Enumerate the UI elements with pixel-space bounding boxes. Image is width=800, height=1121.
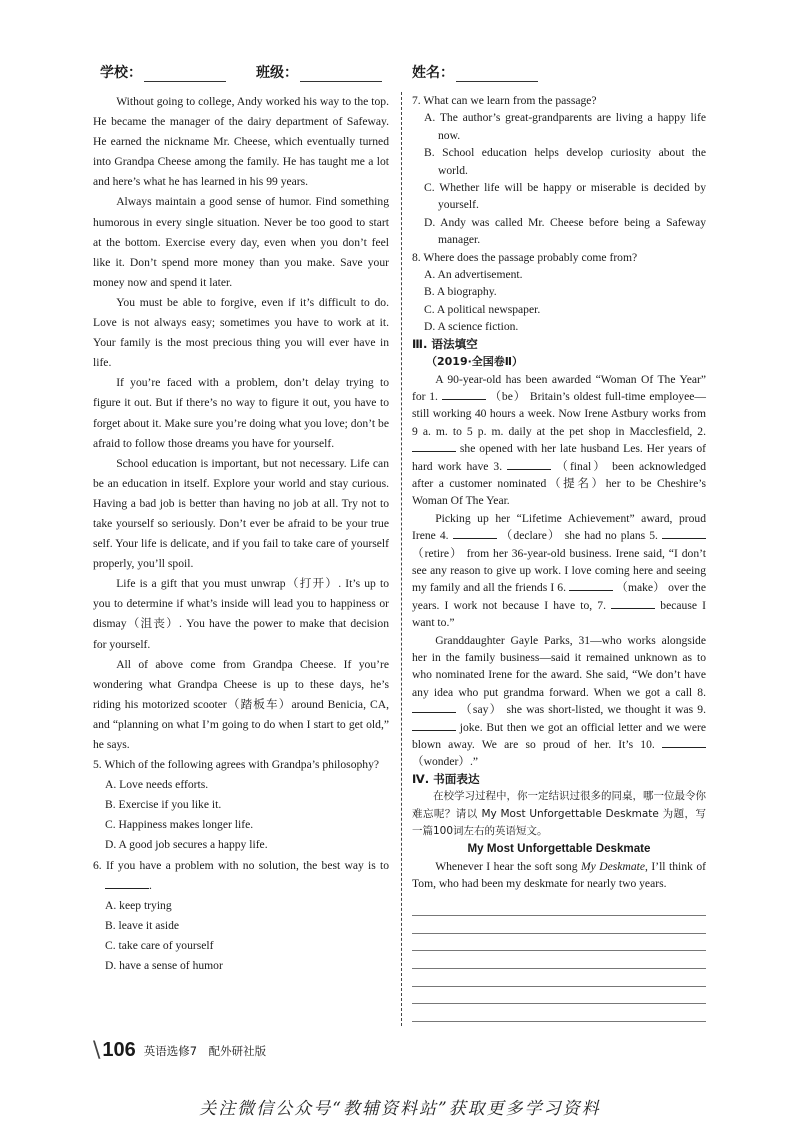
answer-blank[interactable]	[662, 736, 706, 748]
writing-prompt: 在校学习过程中，你一定结识过很多的同桌，哪一位最令你难忘呢？请以 My Most Unforgettable Deskmate 为题，写一篇100词左右的英语短文。	[412, 790, 706, 838]
q6-option: D. have a sense of humor	[105, 959, 223, 973]
q6-text: 6. If you have a problem with no solution, the best way is to	[93, 858, 389, 872]
cloze-paragraph	[412, 632, 706, 771]
essay-opening	[412, 858, 706, 893]
cloze-text: she opened with her late husband Les. Her years of hard work have 3.	[412, 442, 706, 473]
q6-option: C. take care of yourself	[105, 938, 214, 952]
passage-paragraph: You must be able to forgive, even if it’s difficult to do. Love is not always easy; sometimes you have to work at it. Your family is the most precious thing you will ever have in life.	[93, 295, 389, 370]
passage-paragraph: Life is a gift that you must unwrap（打开）. It’s up to you to determine if what’s inside will lead you to happiness or dismay（沮丧）. You have the power to make that decision for yourself.	[93, 577, 389, 651]
answer-blank[interactable]	[662, 527, 706, 539]
cloze-text: （make） over the years. I work not because I have to, 7.	[412, 581, 706, 612]
promo-banner: 关注微信公众号“教辅资料站”获取更多学习资料	[199, 1099, 601, 1119]
question-6	[93, 856, 389, 896]
school-field	[100, 62, 226, 82]
answer-blank[interactable]	[611, 597, 655, 609]
answer-blank[interactable]	[442, 388, 486, 400]
essay-text: , I’ll think of Tom, who had been my deskmate for nearly two years.	[412, 859, 706, 891]
essay-text: Whenever I hear the soft song	[435, 859, 578, 873]
q7-option: C. Whether life will be happy or miserable is decided by yourself.	[424, 181, 706, 212]
passage-paragraph: If you’re faced with a problem, don’t delay trying to figure it out. But if there’s no way to figure it out, you have to forget about it. Make sure you’re doing what you love; don’t be afraid to follow those dreams you have for yourself.	[93, 376, 389, 450]
writing-line[interactable]	[412, 899, 706, 917]
q5-option: C. Happiness makes longer life.	[105, 818, 254, 832]
section-4-title: Ⅳ. 书面表达	[412, 771, 480, 786]
school-label: 学校：	[100, 65, 142, 81]
cloze-text: A 90-year-old has been awarded “Woman Of The Year” for 1.	[412, 372, 706, 403]
answer-blank[interactable]	[412, 440, 456, 452]
answer-blank[interactable]	[569, 579, 613, 591]
left-column	[93, 92, 389, 976]
cloze-text: （wonder）.”	[412, 755, 479, 769]
passage-paragraph: Without going to college, Andy worked his way to the top. He became the manager of the dairy department of Safeway. He earned the nickname Mr. Cheese, which eventually turned into Grandpa Cheese among the family. He has taught me a lot and here’s what he has learned in his 99 years.	[93, 95, 389, 189]
section-3-source: （2019·全国卷Ⅱ）	[426, 355, 524, 369]
writing-line[interactable]	[412, 1004, 706, 1022]
writing-line[interactable]	[412, 969, 706, 987]
school-blank	[144, 67, 226, 82]
page-number: 106	[102, 1039, 136, 1061]
cloze-text: （retire） from her 36-year-old business. Irene said, “I don’t see any reason to give up work. I love coming here and seeing my family and all the friends I 6.	[412, 546, 706, 595]
section-3-title: Ⅲ. 语法填空	[412, 336, 478, 351]
answer-blank[interactable]	[453, 527, 497, 539]
q8-option: C. A political newspaper.	[424, 302, 541, 316]
answer-blank[interactable]	[105, 877, 149, 889]
answer-blank[interactable]	[412, 701, 456, 713]
cloze-text: （declare） she had no plans 5.	[500, 529, 658, 543]
cloze-text: because I want to.”	[412, 598, 706, 630]
passage-paragraph: Always maintain a good sense of humor. Find something humorous in every single situation. Never be too good to start at the bottom. Exercise every day, even when you don’t feel like it. Don’t spend more money than you make. Save your money now and spend it later.	[93, 195, 389, 289]
q8-option: B. A biography.	[424, 285, 497, 299]
q7-option: B. School education helps develop curiosity about the world.	[424, 146, 706, 177]
cloze-paragraph	[412, 371, 706, 510]
writing-line[interactable]	[412, 934, 706, 952]
right-column	[412, 92, 706, 1022]
passage-paragraph: School education is important, but not necessary. Life can be an education in itself. Explore your world and stay curious. Having a bad job is better than having no job at all. Try not to take yourself so seriously. Don’t ever be afraid to be your true self. Your life is delicate, and if you fail to take care of yourself properly, you’ll spoil.	[93, 456, 389, 571]
cloze-text: （final） been acknowledged after a customer nominated（提名）her to be Cheshire’s Woman Of The Year.	[412, 459, 706, 508]
cloze-text: Granddaughter Gayle Parks, 31—who works alongside her in the family business—said it remained unknown as to who nominated Irene for the award. She said, “We don’t have any idea who put grandma forward. When we got a call 8.	[412, 633, 706, 699]
cloze-text: Picking up her “Lifetime Achievement” award, proud Irene 4.	[412, 511, 706, 543]
q8-option: D. A science fiction.	[424, 320, 519, 334]
answer-blank[interactable]	[412, 719, 456, 731]
question-8: 8. Where does the passage probably come from?	[412, 250, 638, 264]
essay-title: My Most Unforgettable Deskmate	[467, 842, 651, 856]
q7-option: A. The author’s great-grandparents are living a happy life now.	[424, 111, 706, 142]
column-divider	[401, 92, 402, 1026]
cloze-text: （be） Britain’s oldest full-time employee—still working 40 hours a week. Now Irene Astbury works from 9 a. m. to 5 p. m. daily at the pet shop in Macclesfield, 2.	[412, 389, 706, 438]
q5-option: D. A good job secures a happy life.	[105, 838, 268, 852]
question-5: 5. Which of the following agrees with Grandpa’s philosophy?	[93, 758, 380, 772]
class-blank	[300, 67, 382, 82]
cloze-text: joke. But then we got an official letter and we were blown away. We are so proud of her. It’s 10.	[412, 720, 706, 752]
song-title: My Deskmate	[580, 859, 645, 873]
page-footer	[93, 1038, 266, 1063]
class-label: 班级：	[256, 65, 298, 81]
q7-option: D. Andy was called Mr. Cheese before being a Safeway manager.	[424, 215, 706, 247]
writing-line[interactable]	[412, 916, 706, 934]
name-blank	[456, 67, 538, 82]
q8-option: A. An advertisement.	[424, 268, 523, 282]
q6-option: B. leave it aside	[105, 918, 180, 932]
student-info-header	[100, 62, 568, 82]
name-label: 姓名：	[412, 65, 454, 81]
writing-line[interactable]	[412, 987, 706, 1005]
cloze-text: （say） she was short-listed, we thought it was 9.	[460, 703, 706, 717]
question-7: 7. What can we learn from the passage?	[412, 94, 597, 107]
slash-decoration: \	[93, 1038, 101, 1063]
cloze-paragraph	[412, 510, 706, 632]
q5-option: B. Exercise if you like it.	[105, 798, 222, 812]
passage-paragraph: All of above come from Grandpa Cheese. If you’re wondering what Grandpa Cheese is up to these days, he’s riding his motorized scooter（踏板车）around Benicia, CA, and “planning on what I’m going to do when I start to get old,” he says.	[93, 657, 389, 751]
name-field	[412, 62, 538, 82]
writing-line[interactable]	[412, 951, 706, 969]
q5-option: A. Love needs efforts.	[105, 778, 209, 792]
q6-end: .	[149, 878, 152, 892]
q6-option: A. keep trying	[105, 898, 172, 912]
answer-blank[interactable]	[507, 458, 551, 470]
class-field	[256, 62, 382, 82]
book-title: 英语选修7 配外研社版	[143, 1043, 267, 1058]
